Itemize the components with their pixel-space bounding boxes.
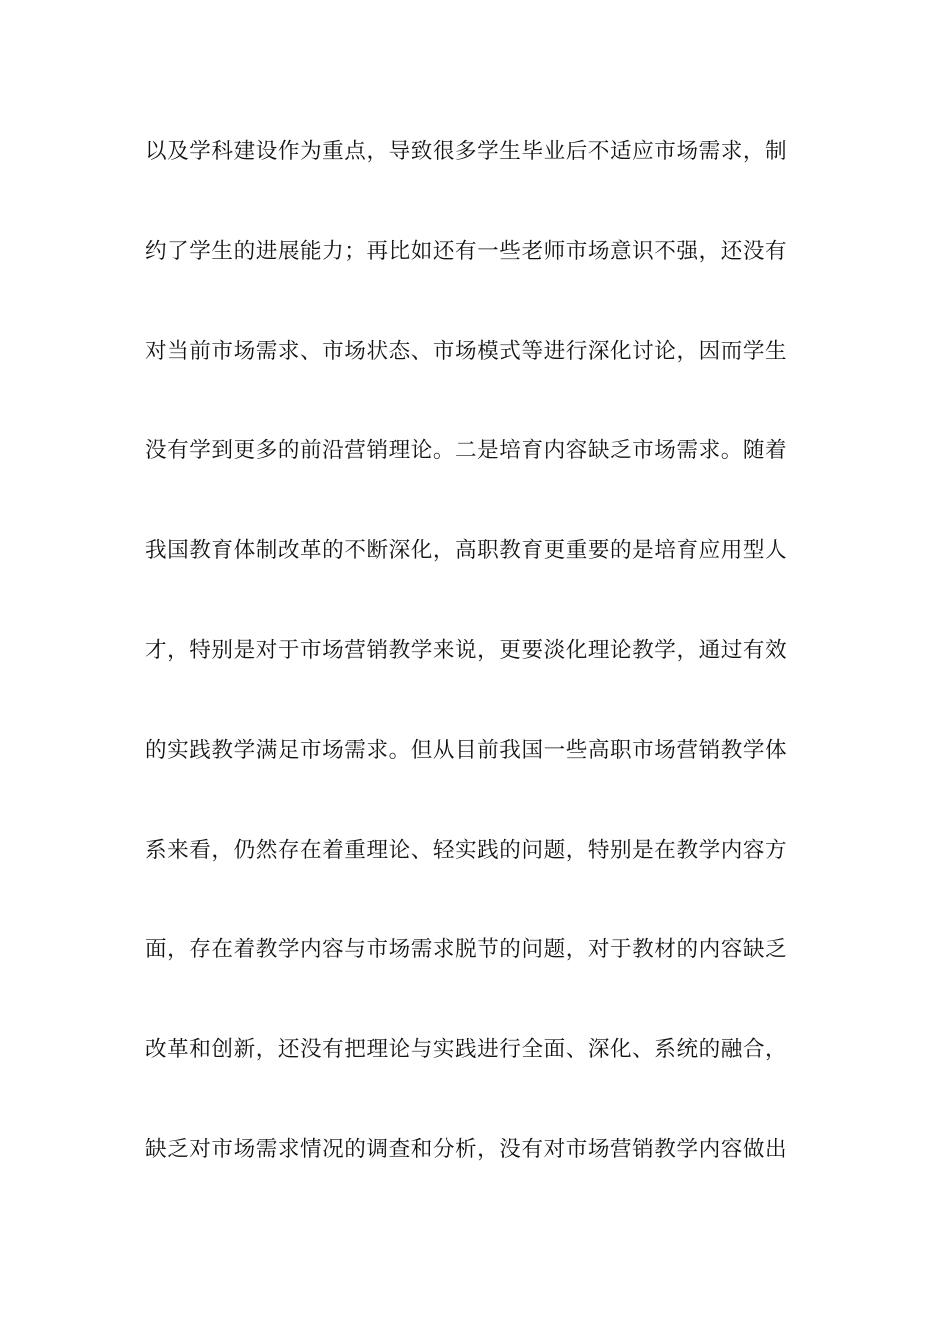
text-line-5: 我国教育体制改革的不断深化，高职教育更重要的是培育应用型人 [145,538,788,564]
body-text [145,128,810,1226]
text-line-1: 以及学科建设作为重点，导致很多学生毕业后不适应市场需求，制 [145,139,788,164]
text-line-9: 面，存在着教学内容与市场需求脱节的问题，对于教材的内容缺乏 [145,937,788,963]
text-line-10: 改革和创新，还没有把理论与实践进行全面、深化、系统的融合， [145,1037,788,1063]
text-line-3: 对当前市场需求、市场状态、市场模式等进行深化讨论，因而学生 [145,338,788,364]
text-line-2: 约了学生的进展能力；再比如还有一些老师市场意识不强，还没有 [145,238,788,264]
text-line-7: 的实践教学满足市场需求。但从目前我国一些高职市场营销教学体 [145,737,788,763]
text-line-4: 没有学到更多的前沿营销理论。二是培育内容缺乏市场需求。随着 [145,438,788,464]
text-line-6: 才，特别是对于市场营销教学来说，更要淡化理论教学，通过有效 [145,637,788,663]
text-line-8: 系来看，仍然存在着重理论、轻实践的问题，特别是在教学内容方 [145,837,788,863]
text-line-11: 缺乏对市场需求情况的调查和分析，没有对市场营销教学内容做出 [145,1136,788,1162]
